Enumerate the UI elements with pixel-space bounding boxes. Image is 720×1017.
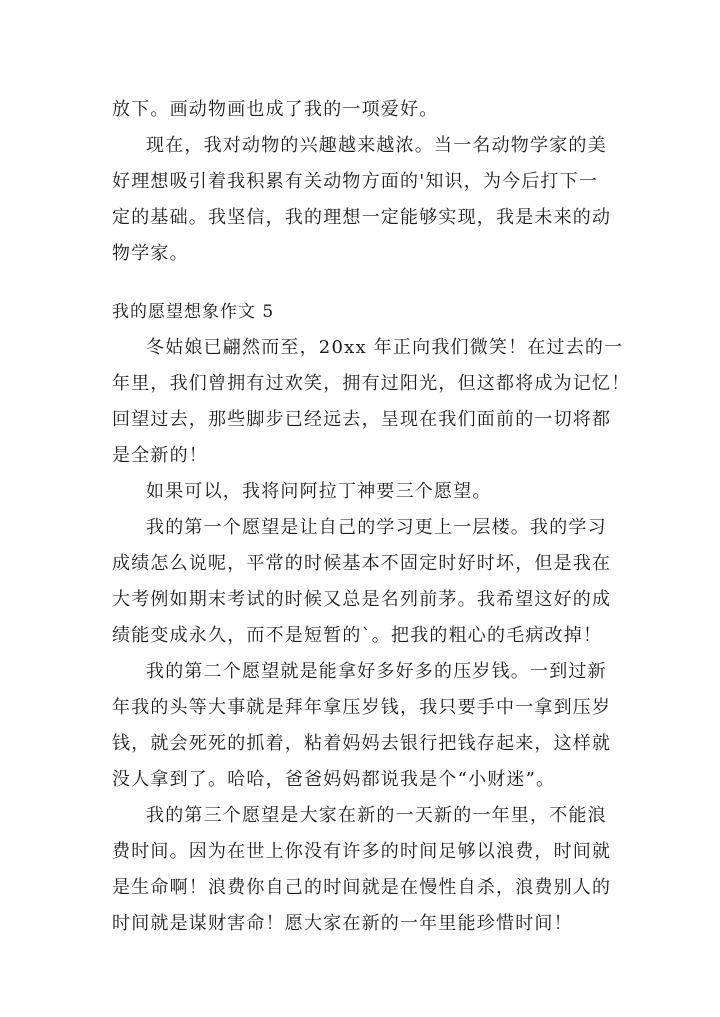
line-text: 是生命啊！浪费你自己的时间就是在慢性自杀，浪费别人的: [112, 877, 612, 898]
line-text: 年我的头等大事就是拜年拿压岁钱，我只要手中一拿到压岁: [112, 697, 612, 718]
line-text: 大考例如期末考试的时候又总是名列前茅。我希望这好的成: [112, 589, 612, 610]
section-heading: [0, 300, 720, 324]
line-text: 冬姑娘已翩然而至，20xx 年正向我们微笑！在过去的一: [146, 337, 624, 358]
text-line: [0, 588, 720, 612]
text-line: [0, 170, 720, 194]
text-line: [0, 624, 720, 648]
text-line: [0, 696, 720, 720]
line-text: 好理想吸引着我积累有关动物方面的'知识，为今后打下一: [112, 171, 599, 192]
text-line: [0, 372, 720, 396]
line-text: 放下。画动物画也成了我的一项爱好。: [112, 99, 439, 120]
line-text: 定的基础。我坚信，我的理想一定能够实现，我是未来的动: [112, 207, 612, 228]
text-line: [0, 98, 720, 122]
text-line: [0, 242, 720, 266]
text-line: [0, 876, 720, 900]
line-text: 时间就是谋财害命！愿大家在新的一年里能珍惜时间！: [112, 913, 573, 934]
line-text: 我的第三个愿望是大家在新的一天新的一年里，不能浪: [146, 805, 607, 826]
paragraph-first-line: [0, 804, 720, 828]
text-line: [0, 912, 720, 936]
text-line: [0, 444, 720, 468]
line-text: 钱，就会死死的抓着，粘着妈妈去银行把钱存起来，这样就: [112, 733, 612, 754]
line-text: 年里，我们曾拥有过欢笑，拥有过阳光，但这都将成为记忆！: [112, 373, 631, 394]
line-text: 现在，我对动物的兴趣越来越浓。当一名动物学家的美: [146, 135, 607, 156]
paragraph-first-line: [0, 480, 720, 504]
text-line: [0, 732, 720, 756]
line-text: 绩能变成永久，而不是短暂的`。把我的粗心的毛病改掉！: [112, 625, 603, 646]
text-line: [0, 768, 720, 792]
text-line: [0, 408, 720, 432]
line-text: 是全新的！: [112, 445, 208, 466]
line-text: 回望过去，那些脚步已经远去，呈现在我们面前的一切将都: [112, 409, 612, 430]
paragraph-first-line: [0, 336, 720, 360]
line-text: 成绩怎么说呢，平常的时候基本不固定时好时坏，但是我在: [112, 553, 612, 574]
line-text: 我的第一个愿望是让自己的学习更上一层楼。我的学习: [146, 517, 607, 538]
text-line: [0, 840, 720, 864]
text-line: [0, 206, 720, 230]
line-text: 没人拿到了。哈哈，爸爸妈妈都说我是个“小财迷”。: [112, 769, 556, 790]
paragraph-first-line: [0, 134, 720, 158]
line-text: 物学家。: [112, 243, 189, 264]
paragraph-first-line: [0, 516, 720, 540]
text-line: [0, 552, 720, 576]
line-text: 费时间。因为在世上你没有许多的时间足够以浪费，时间就: [112, 841, 612, 862]
line-text: 我的第二个愿望就是能拿好多好多的压岁钱。一到过新: [146, 661, 607, 682]
heading-text: 我的愿望想象作文 5: [112, 302, 275, 322]
paragraph-first-line: [0, 660, 720, 684]
line-text: 如果可以，我将问阿拉丁神要三个愿望。: [146, 481, 492, 502]
